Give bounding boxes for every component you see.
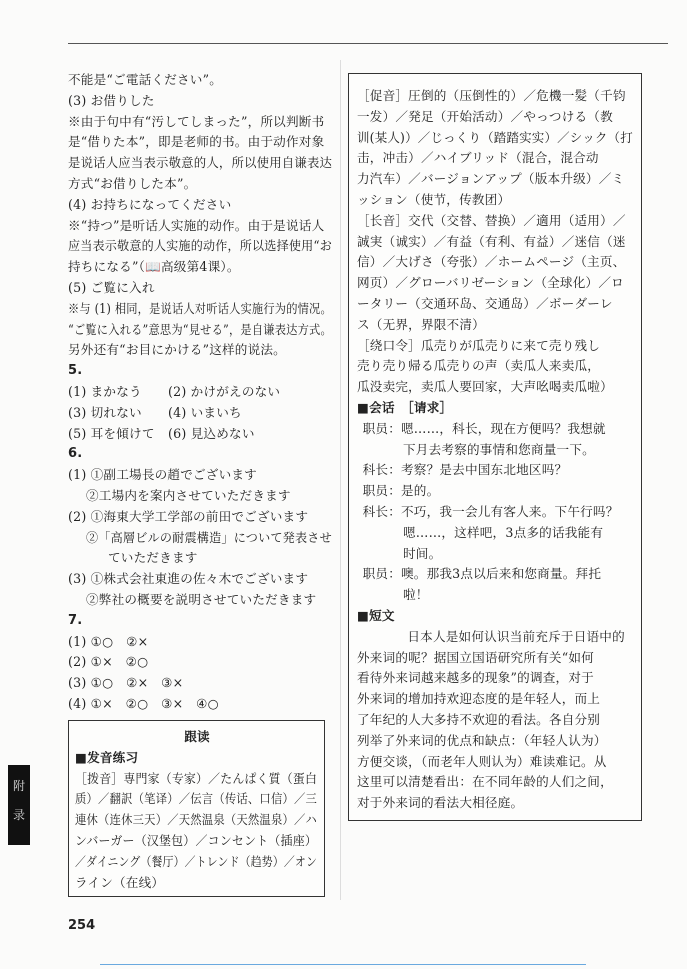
dialogue-text: 噢。那我3点以后来和您商量。拜托 xyxy=(401,566,602,582)
sokuon-line xyxy=(357,148,635,169)
answer-item: (3) 切れない xyxy=(68,404,142,420)
answer-item: (6) 見込めない xyxy=(168,425,255,441)
note-line-text: 是“借りた本”，即是老师的书。由于动作对象 xyxy=(68,134,325,150)
short-text-line xyxy=(357,793,635,814)
pronunciation-line-text: 連休（连休三天）／天然温泉（天然温泉）／ハ xyxy=(75,812,318,828)
chouon-line-text: ［长音］交代（交替、替换）／適用（适用）／ xyxy=(357,212,626,228)
answer-line xyxy=(68,486,334,507)
note-line-text: 方式“お借りした本”。 xyxy=(68,175,197,191)
short-text-line-text: 外来词的增加持欢迎态度的是年轻人，而上 xyxy=(357,691,601,707)
side-tab-char: 附 xyxy=(12,779,25,793)
short-text-line-text: 外来词的呢？据国立国语研究所有关“如何 xyxy=(357,649,594,665)
answer-item: (2) かけがえのない xyxy=(168,383,281,399)
answer-line xyxy=(68,694,334,715)
note-line xyxy=(68,340,334,361)
sokuon-line-text: ッション（使节，传教团） xyxy=(357,191,511,207)
sokuon-line-text: 击，冲击）／ハイブリッド（混合，混合动 xyxy=(357,150,599,166)
short-text-line xyxy=(357,627,635,648)
side-tab-char: 录 xyxy=(12,808,25,822)
dialogue-text: 嗯……，这样吧，3点多的话我能有 xyxy=(403,524,604,540)
chouon-line-text: 网页）／グローバリゼーション（全球化）／ロ xyxy=(357,275,624,291)
dialogue-line xyxy=(357,544,635,565)
note-line xyxy=(68,132,334,153)
dialogue-text: 啦！ xyxy=(403,587,429,603)
left-column xyxy=(68,70,334,715)
answer-row xyxy=(68,424,334,445)
answer-item: (1) まかなう xyxy=(68,383,142,399)
note-line-text: (3) お借りした xyxy=(68,92,155,108)
tongue-twister-line xyxy=(357,356,635,377)
follow-box-title: 跟读 xyxy=(184,729,210,744)
sokuon-line-text: 训(某人)）／じっくり（踏踏实实）／シック（打 xyxy=(357,129,633,145)
short-text-heading: ■短文 xyxy=(357,607,395,623)
note-line-text: 是说话人应当表示敬意的人，所以使用自谦表达 xyxy=(68,155,333,171)
answer-line-text: ②工場内を案内させていただきます xyxy=(86,487,291,503)
dialogue-line xyxy=(357,585,635,606)
pronunciation-line xyxy=(75,810,319,831)
note-line xyxy=(68,299,334,320)
short-text-line-text: 日本人是如何认识当前充斥于日语中的 xyxy=(407,628,625,644)
speaker-label: 科长： xyxy=(362,462,401,478)
tongue-twister-line xyxy=(357,336,635,357)
tongue-twister-line xyxy=(357,377,635,398)
practice-box xyxy=(348,73,642,821)
header-rule xyxy=(68,43,668,44)
note-line xyxy=(68,153,334,174)
chouon-line xyxy=(357,273,635,294)
dialogue-line xyxy=(357,523,635,544)
chouon-line-text: 信）／大げさ（夸张）／ホームページ（主页、 xyxy=(357,254,626,270)
dialogue-content xyxy=(403,544,441,565)
sokuon-line xyxy=(357,128,635,149)
sokuon-line-text: 力汽车）／バージョンアップ（版本升级）／ミ xyxy=(357,171,625,187)
note-line xyxy=(68,278,334,299)
sokuon-line-text: 一发）／発足（开始活动）／やっつける（教 xyxy=(357,108,613,124)
note-line-text: 应当表示敬意的人实施的动作，所以选择使用“お xyxy=(68,238,333,254)
dialogue-content xyxy=(357,460,567,481)
answer-line-text: (3) ①○ ②× ③× xyxy=(68,675,184,691)
dialogue-content xyxy=(357,481,439,502)
dialogue-line xyxy=(357,440,635,461)
pronunciation-line-text: 质）／翻訳（笔译）／伝言（传话、口信）／三 xyxy=(75,791,318,807)
short-text-line-text: 列举了外来词的优点和缺点：（年轻人认为） xyxy=(357,732,607,748)
note-line xyxy=(68,91,334,112)
answer-line xyxy=(68,548,334,569)
dialogue-text: 考察？是去中国东北地区吗？ xyxy=(401,462,568,478)
chouon-line xyxy=(357,211,635,232)
answer-line xyxy=(68,652,334,673)
dialogue-content xyxy=(403,585,429,606)
dialogue-line xyxy=(357,502,635,523)
dialogue-line xyxy=(357,419,635,440)
note-line-text: 持ちになる”（📖高级第4课）。 xyxy=(68,259,240,275)
chouon-line-text: ス（无界，界限不清） xyxy=(357,316,485,332)
short-text-line xyxy=(357,772,635,793)
answer-line xyxy=(68,632,334,653)
dialogue-line xyxy=(357,460,635,481)
short-text-line xyxy=(357,689,635,710)
chouon-line-text: ータリー（交通环岛、交通岛）／ボーダーレ xyxy=(357,295,613,311)
pronunciation-line-text: ライン（在线） xyxy=(75,874,165,890)
note-line xyxy=(68,257,334,278)
dialogue-text: 下月去考察的事情和您商量一下。 xyxy=(403,441,595,457)
sokuon-line xyxy=(357,107,635,128)
exercise-5-heading: 5. xyxy=(68,363,83,379)
short-text-line-text: 看待外来词越来越多的现象”的调查，对于 xyxy=(357,670,594,686)
follow-reading-box xyxy=(68,720,325,897)
note-line xyxy=(68,195,334,216)
dialogue-text: 时间。 xyxy=(403,545,442,561)
short-text-line-text: 对于外来词的看法大相径庭。 xyxy=(357,795,524,811)
speaker-label: 职员： xyxy=(362,420,401,436)
answer-line-text: ていただきます xyxy=(108,550,198,566)
tongue-twister-line-text: 売り売り帰る瓜売りの声（卖瓜人来卖瓜， xyxy=(357,358,601,374)
answer-line xyxy=(68,465,334,486)
pronunciation-line xyxy=(75,831,319,852)
short-text-line xyxy=(357,668,635,689)
speaker-label: 科长： xyxy=(362,503,401,519)
sokuon-line xyxy=(357,86,635,107)
note-line-text: ※与 (1) 相同，是说话人对听话人实施行为的情况。 xyxy=(68,300,332,316)
note-line-text: (4) お持ちになってください xyxy=(68,196,232,212)
chouon-line xyxy=(357,315,635,336)
dialogue-content xyxy=(357,564,601,585)
note-line-text: (5) ご覧に入れ xyxy=(68,279,155,295)
answer-line-text: (4) ①× ②○ ③× ④○ xyxy=(68,695,219,711)
answer-line xyxy=(68,569,334,590)
short-text-line-text: 了年纪的人大多持不欢迎的看法。各自分别 xyxy=(357,711,601,727)
chouon-line xyxy=(357,252,635,273)
answer-item: (5) 耳を傾けて xyxy=(68,425,155,441)
dialogue-text: 是的。 xyxy=(401,483,440,499)
note-line xyxy=(68,236,334,257)
note-line-text: 另外还有“お目にかける”这样的说法。 xyxy=(68,342,286,358)
pronunciation-section-heading: ■发音练习 xyxy=(75,749,139,765)
answer-line-text: (1) ①○ ②× xyxy=(68,633,149,649)
note-line xyxy=(68,70,334,91)
answer-line-text: (1) ①副工場長の趙でございます xyxy=(68,467,257,483)
pronunciation-line xyxy=(75,769,319,790)
page-number: 254 xyxy=(68,918,96,933)
answer-line-text: (2) ①× ②○ xyxy=(68,654,149,670)
dialogue-text: 嗯……，科长，现在方便吗？我想就 xyxy=(401,420,606,436)
answer-line-text: ②弊社の概要を説明させていただきます xyxy=(86,591,317,607)
dialogue-content xyxy=(403,440,595,461)
answer-line-text: ②「高層ビルの耐震構造」について発表させ xyxy=(86,529,332,545)
dialogue-line xyxy=(357,481,635,502)
speaker-label: 职员： xyxy=(362,566,401,582)
answer-line-text: (2) ①海東大学工学部の前田でございます xyxy=(68,508,309,524)
exercise-7-heading: 7. xyxy=(68,612,83,628)
dialogue-line xyxy=(357,564,635,585)
pronunciation-line xyxy=(75,852,319,873)
dialogue-content xyxy=(403,523,603,544)
answer-item: (4) いまいち xyxy=(168,404,242,420)
note-line xyxy=(68,216,334,237)
speaker-label: 职员： xyxy=(362,483,401,499)
short-text-line-text: 这里可以清楚看出：在不同年龄的人们之间， xyxy=(357,774,613,790)
chouon-line xyxy=(357,232,635,253)
sokuon-line-text: ［促音］圧倒的（压倒性的）／危機一髪（千钧 xyxy=(357,88,626,103)
note-line xyxy=(68,112,334,133)
sokuon-line xyxy=(357,169,635,190)
chouon-line-text: 誠実（诚实）／有益（有利、有益）／迷信（迷 xyxy=(357,233,626,249)
conversation-heading: ■会话 ［请求］ xyxy=(357,399,453,415)
exercise-6-heading: 6. xyxy=(68,446,83,462)
short-text-line xyxy=(357,710,635,731)
note-line-text: “ご覧に入れる”意思为“見せる”，是自谦表达方式。 xyxy=(68,321,332,337)
short-text-line xyxy=(357,648,635,669)
pronunciation-line xyxy=(75,873,319,894)
pronunciation-line-text: ／ダイニング（餐厅）／トレンド（趋势）／オン xyxy=(75,853,318,869)
dialogue-text: 不巧，我一会儿有客人来。下午行吗？ xyxy=(401,503,619,519)
pronunciation-line-text: ［拨音］専門家（专家）／たんぱく質（蛋白 xyxy=(75,770,318,786)
note-line-text: 不能是“ご電話ください”。 xyxy=(68,72,223,87)
short-text-line-text: 方便交谈，（而老年人则认为）难读难记。从 xyxy=(357,753,607,769)
footer-rule xyxy=(100,964,586,965)
note-line xyxy=(68,320,334,341)
dialogue-content xyxy=(357,419,606,440)
answer-line-text: (3) ①株式会社東進の佐々木でございます xyxy=(68,571,309,587)
answer-row xyxy=(68,382,334,403)
answer-line xyxy=(68,590,334,611)
short-text-line xyxy=(357,731,635,752)
note-line-text: ※“持つ”是听话人实施的动作。由于是说话人 xyxy=(68,217,325,233)
answer-row xyxy=(68,403,334,424)
answer-line xyxy=(68,528,334,549)
tongue-twister-line-text: ［绕口令］瓜売りが瓜売りに来て売り残し xyxy=(357,337,601,353)
chouon-line xyxy=(357,294,635,315)
answer-line xyxy=(68,507,334,528)
dialogue-content xyxy=(357,502,619,523)
short-text-line xyxy=(357,752,635,773)
note-line xyxy=(68,174,334,195)
note-line-text: ※由于句中有“汚してしまった”，所以判断书 xyxy=(68,113,325,129)
sokuon-line xyxy=(357,190,635,211)
tongue-twister-line-text: 瓜没卖完，卖瓜人要回家，大声吆喝卖瓜啦） xyxy=(357,379,613,395)
pronunciation-line-text: ンバーガー（汉堡包）／コンセント（插座） xyxy=(75,832,318,848)
appendix-side-tab xyxy=(8,765,30,845)
pronunciation-line xyxy=(75,789,319,810)
answer-line xyxy=(68,673,334,694)
column-divider xyxy=(340,60,341,900)
